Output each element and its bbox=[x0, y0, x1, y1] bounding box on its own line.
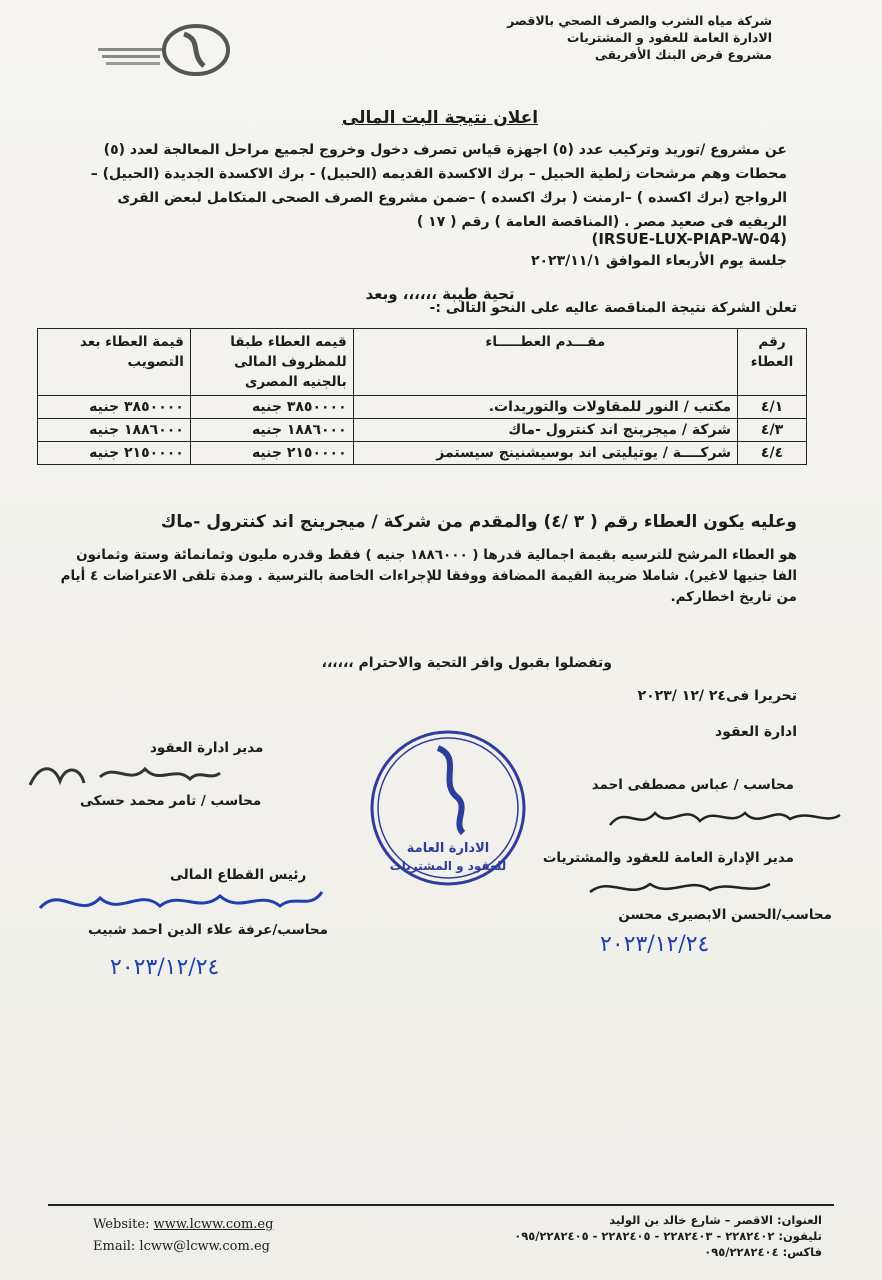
table-row bbox=[38, 442, 807, 465]
finance-head-signature bbox=[30, 880, 330, 925]
general-manager-name: محاسب/الحسن الابصيرى محسن bbox=[618, 907, 832, 923]
accountant-name: محاسب / عباس مصطفى احمد bbox=[591, 777, 794, 793]
letterhead-department: الادارة العامة للعقود و المشتريات bbox=[566, 30, 772, 45]
footer-divider bbox=[48, 1204, 834, 1206]
header-bid-number: رقم العطاء bbox=[738, 329, 807, 396]
bid-number: ٤/٤ bbox=[738, 442, 807, 465]
bidder-name: شركــــة / يوتيليتى اند بوسيشنينج سيستمز bbox=[353, 442, 737, 465]
document-date: تحريرا فى٢٤ /١٢ /٢٠٢٣ bbox=[637, 688, 797, 704]
bid-number: ٤/٣ bbox=[738, 419, 807, 442]
bid-corrected-value: ١٨٨٦٠٠٠ جنيه bbox=[38, 419, 191, 442]
finance-head-signed-date: ٢٠٢٣/١٢/٢٤ bbox=[110, 955, 220, 980]
contracts-manager-name: محاسب / تامر محمد حسكى bbox=[80, 793, 262, 809]
official-stamp bbox=[368, 728, 528, 888]
general-manager-signature bbox=[580, 870, 780, 905]
page-title: اعلان نتيجة البت المالى bbox=[341, 108, 539, 128]
email-line bbox=[93, 1236, 273, 1258]
contracts-manager-title: مدير ادارة العقود bbox=[150, 740, 264, 756]
award-paragraph: هو العطاء المرشح للترسيه بقيمة اجمالية قدرها ( ١٨٨٦٠٠٠ جنيه ) فقط وقدره مليون وثمانمائة وستة وثمانون الفا جنيها لاغير). شاملا ضريبة القيمة المضافة ووفقا للإجراءات الخاصة بالترسية . ومدة تلقى الاعتراضات ٤ أيام من تاريخ اخطاركم. bbox=[60, 547, 797, 605]
tender-description: عن مشروع /توريد وتركيب عدد (٥) اجهزة قياس تصرف دخول وخروج لجميع مراحل المعالجة لعدد (٥) محطات وهم مرشحات زلطية الحبيل – برك الاكسدة القديمه (الحبيل) - برك الاكسدة الجديدة (الحبيل) – الرواجح (برك اكسده ) –ارمنت ( برك اكسده ) –ضمن مشروع الصرف الصحى المتكامل لبعض القرى الريفيه فى صعيد مصر . (المناقصة العامة ) رقم ( ١٧ ) bbox=[90, 142, 787, 230]
footer-contact bbox=[93, 1214, 273, 1258]
bids-table bbox=[37, 328, 807, 465]
email-link[interactable]: lcww@lcww.com.eg bbox=[139, 1239, 270, 1254]
email-label: Email: bbox=[93, 1239, 136, 1254]
stamp-line-2: للعقود و المشتريات bbox=[389, 859, 507, 873]
tender-code: (IRSUE-LUX-PIAP-W-04) bbox=[591, 230, 787, 248]
closing-line: وتفضلوا بقبول وافر التحية والاحترام ،،،،،، bbox=[321, 655, 612, 671]
bid-value: ١٨٨٦٠٠٠ جنيه bbox=[190, 419, 353, 442]
finance-head-title: رئيس القطاع المالى bbox=[170, 867, 307, 883]
letterhead-project: مشروع قرض البنك الأفريقى bbox=[594, 47, 772, 62]
table-row bbox=[38, 396, 807, 419]
bid-value: ٢١٥٠٠٠٠ جنيه bbox=[190, 442, 353, 465]
address-line: العنوان: الاقصر – شارع خالد بن الوليد bbox=[609, 1213, 822, 1227]
stamp-line-1: الادارة العامة bbox=[406, 841, 490, 856]
announcement-line: تعلن الشركة نتيجة المناقصة عاليه على النحو التالى :- bbox=[429, 300, 797, 316]
bid-corrected-value: ٣٨٥٠٠٠٠ جنيه bbox=[38, 396, 191, 419]
header-bidder: مقـــدم العطـــــاء bbox=[353, 329, 737, 396]
table-header-row bbox=[38, 329, 807, 396]
website-link[interactable]: www.lcww.com.eg bbox=[153, 1217, 274, 1232]
fax-line: فاكس: ٠٩٥/٢٢٨٢٤٠٤ bbox=[704, 1245, 822, 1259]
header-corrected-value: قيمة العطاء بعد التصويب bbox=[38, 329, 191, 396]
general-manager-signed-date: ٢٠٢٣/١٢/٢٤ bbox=[600, 932, 710, 957]
bid-corrected-value: ٢١٥٠٠٠٠ جنيه bbox=[38, 442, 191, 465]
session-date: جلسة يوم الأربعاء الموافق ٢٠٢٣/١١/١ bbox=[530, 253, 787, 269]
table-row bbox=[38, 419, 807, 442]
letterhead bbox=[442, 12, 772, 63]
footer-address bbox=[502, 1212, 822, 1260]
header-financial-value: قيمه العطاء طبقا للمظروف المالى بالجنيه المصرى bbox=[190, 329, 353, 396]
bidder-name: مكتب / النور للمقاولات والتوريدات. bbox=[353, 396, 737, 419]
phone-line: تليفون: ٢٢٨٢٤٠٢ - ٢٢٨٢٤٠٣ - ٢٢٨٢٤٠٥ - ٠٩٥/٢٢٨٢٤٠٥ bbox=[514, 1229, 822, 1243]
letterhead-company: شركة مياه الشرب والصرف الصحي بالاقصر bbox=[507, 13, 772, 28]
website-line bbox=[93, 1214, 273, 1236]
accountant-signature bbox=[600, 795, 850, 840]
bidder-name: شركة / ميجرينج اند كنترول -ماك bbox=[353, 419, 737, 442]
bid-value: ٣٨٥٠٠٠٠ جنيه bbox=[190, 396, 353, 419]
winning-bid-statement: وعليه يكون العطاء رقم ( ٣ /٤) والمقدم من شركة / ميجرينج اند كنترول -ماك bbox=[160, 512, 797, 532]
issuing-department: ادارة العقود bbox=[715, 724, 797, 740]
website-label: Website: bbox=[93, 1217, 150, 1232]
bid-number: ٤/١ bbox=[738, 396, 807, 419]
general-manager-title: مدير الإدارة العامة للعقود والمشتريات bbox=[542, 850, 794, 866]
company-logo bbox=[92, 22, 232, 82]
greeting: تحية طيبة ،،،،،، وبعد bbox=[365, 285, 515, 303]
finance-head-name: محاسب/عرفة علاء الدين احمد شبيب bbox=[88, 922, 328, 938]
